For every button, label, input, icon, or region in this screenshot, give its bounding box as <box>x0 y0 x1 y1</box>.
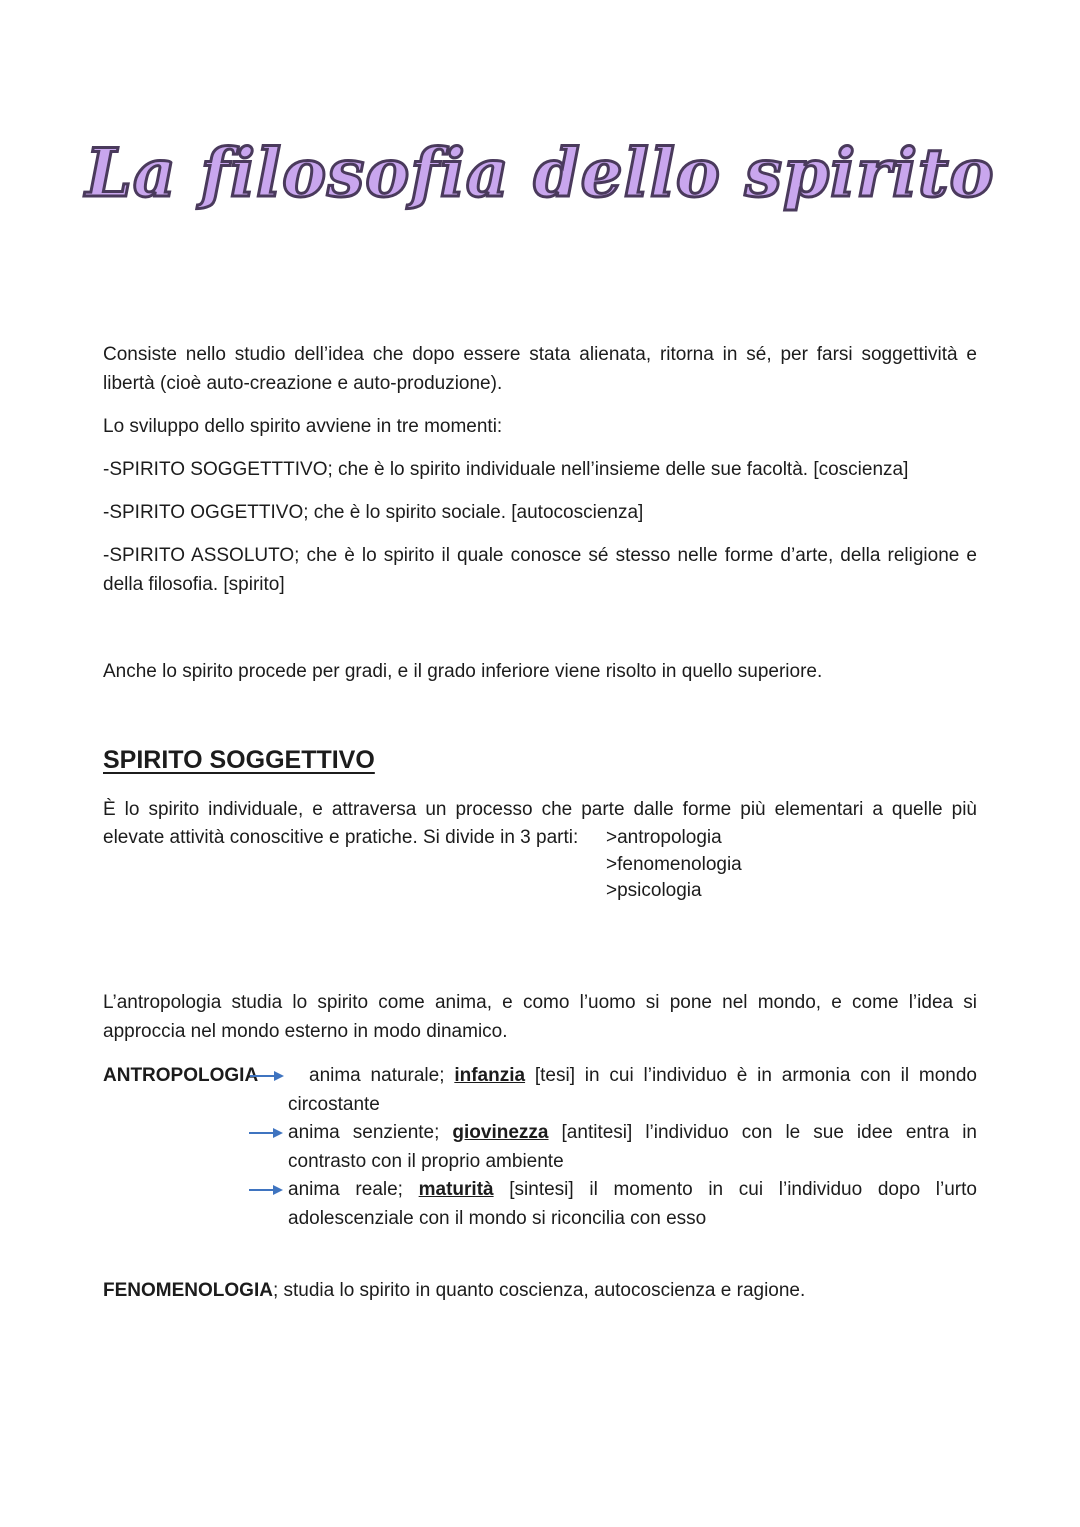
item-text: anima reale; <box>288 1179 419 1200</box>
gradi-paragraph: Anche lo spirito procede per gradi, e il grado inferiore viene risolto in quello superiore. <box>103 661 823 682</box>
part-item: >antropologia <box>606 827 722 848</box>
moment-assoluto: -SPIRITO ASSOLUTO; che è lo spirito il quale conosce sé stesso nelle forme d’arte, della religione e della filosofia. [spirito] <box>103 545 977 595</box>
item-keyword: infanzia <box>454 1065 526 1086</box>
fenomenologia-text: ; studia lo spirito in quanto coscienza, autocoscienza e ragione. <box>272 1280 806 1301</box>
antropologia-item-naturale <box>288 1061 977 1119</box>
antropologia-label: ANTROPOLOGIA <box>103 1065 259 1086</box>
item-text: anima senziente; <box>288 1122 453 1143</box>
item-keyword: giovinezza <box>452 1122 549 1143</box>
antropologia-paragraph: L’antropologia studia lo spirito come anima, e como l’uomo si pone nel mondo, e come l’idea si approccia nel mondo esterno in modo dinamico. <box>103 992 977 1042</box>
arrow-icon <box>249 1184 283 1196</box>
item-text: anima naturale; <box>309 1065 455 1086</box>
item-text: [antitesi] l’individuo con le sue idee entra in contrasto con il proprio ambiente <box>288 1122 977 1172</box>
fenomenologia-label: FENOMENOLOGIA <box>103 1280 273 1301</box>
moment-oggettivo: -SPIRITO OGGETTIVO; che è lo spirito sociale. [autocoscienza] <box>103 502 644 523</box>
item-text: [sintesi] il momento in cui l’individuo dopo l’urto adolescenziale con il mondo si riconcilia con esso <box>288 1179 977 1229</box>
antropologia-item-senziente <box>288 1118 977 1176</box>
arrow-icon <box>249 1127 283 1139</box>
antropologia-item-reale <box>288 1175 977 1233</box>
moment-soggettivo: -SPIRITO SOGGETTTIVO; che è lo spirito individuale nell’insieme delle sue facoltà. [coscienza] <box>103 459 909 480</box>
part-item: >fenomenologia <box>606 854 742 875</box>
section-paragraph-line1: È lo spirito individuale, e attraversa un processo che parte dalle forme più elementari a quelle più <box>103 799 977 820</box>
part-item: >psicologia <box>606 880 702 901</box>
section-heading: SPIRITO SOGGETTIVO <box>103 746 375 774</box>
section-paragraph-line2: elevate attività conoscitive e pratiche. Si divide in 3 parti: <box>103 827 579 848</box>
intro-moments: Lo sviluppo dello spirito avviene in tre momenti: <box>103 416 503 437</box>
fenomenologia-paragraph <box>103 1276 805 1305</box>
arrow-icon <box>250 1070 284 1082</box>
item-keyword: maturità <box>418 1179 494 1200</box>
intro-paragraph: Consiste nello studio dell’idea che dopo essere stata alienata, ritorna in sé, per farsi soggettività e libertà (cioè auto-creazione e auto-produzione). <box>103 344 977 394</box>
page-title: La filosofia dello spirito <box>85 134 995 212</box>
item-text: [tesi] in cui l’individuo è in armonia con il mondo circostante <box>288 1065 977 1115</box>
